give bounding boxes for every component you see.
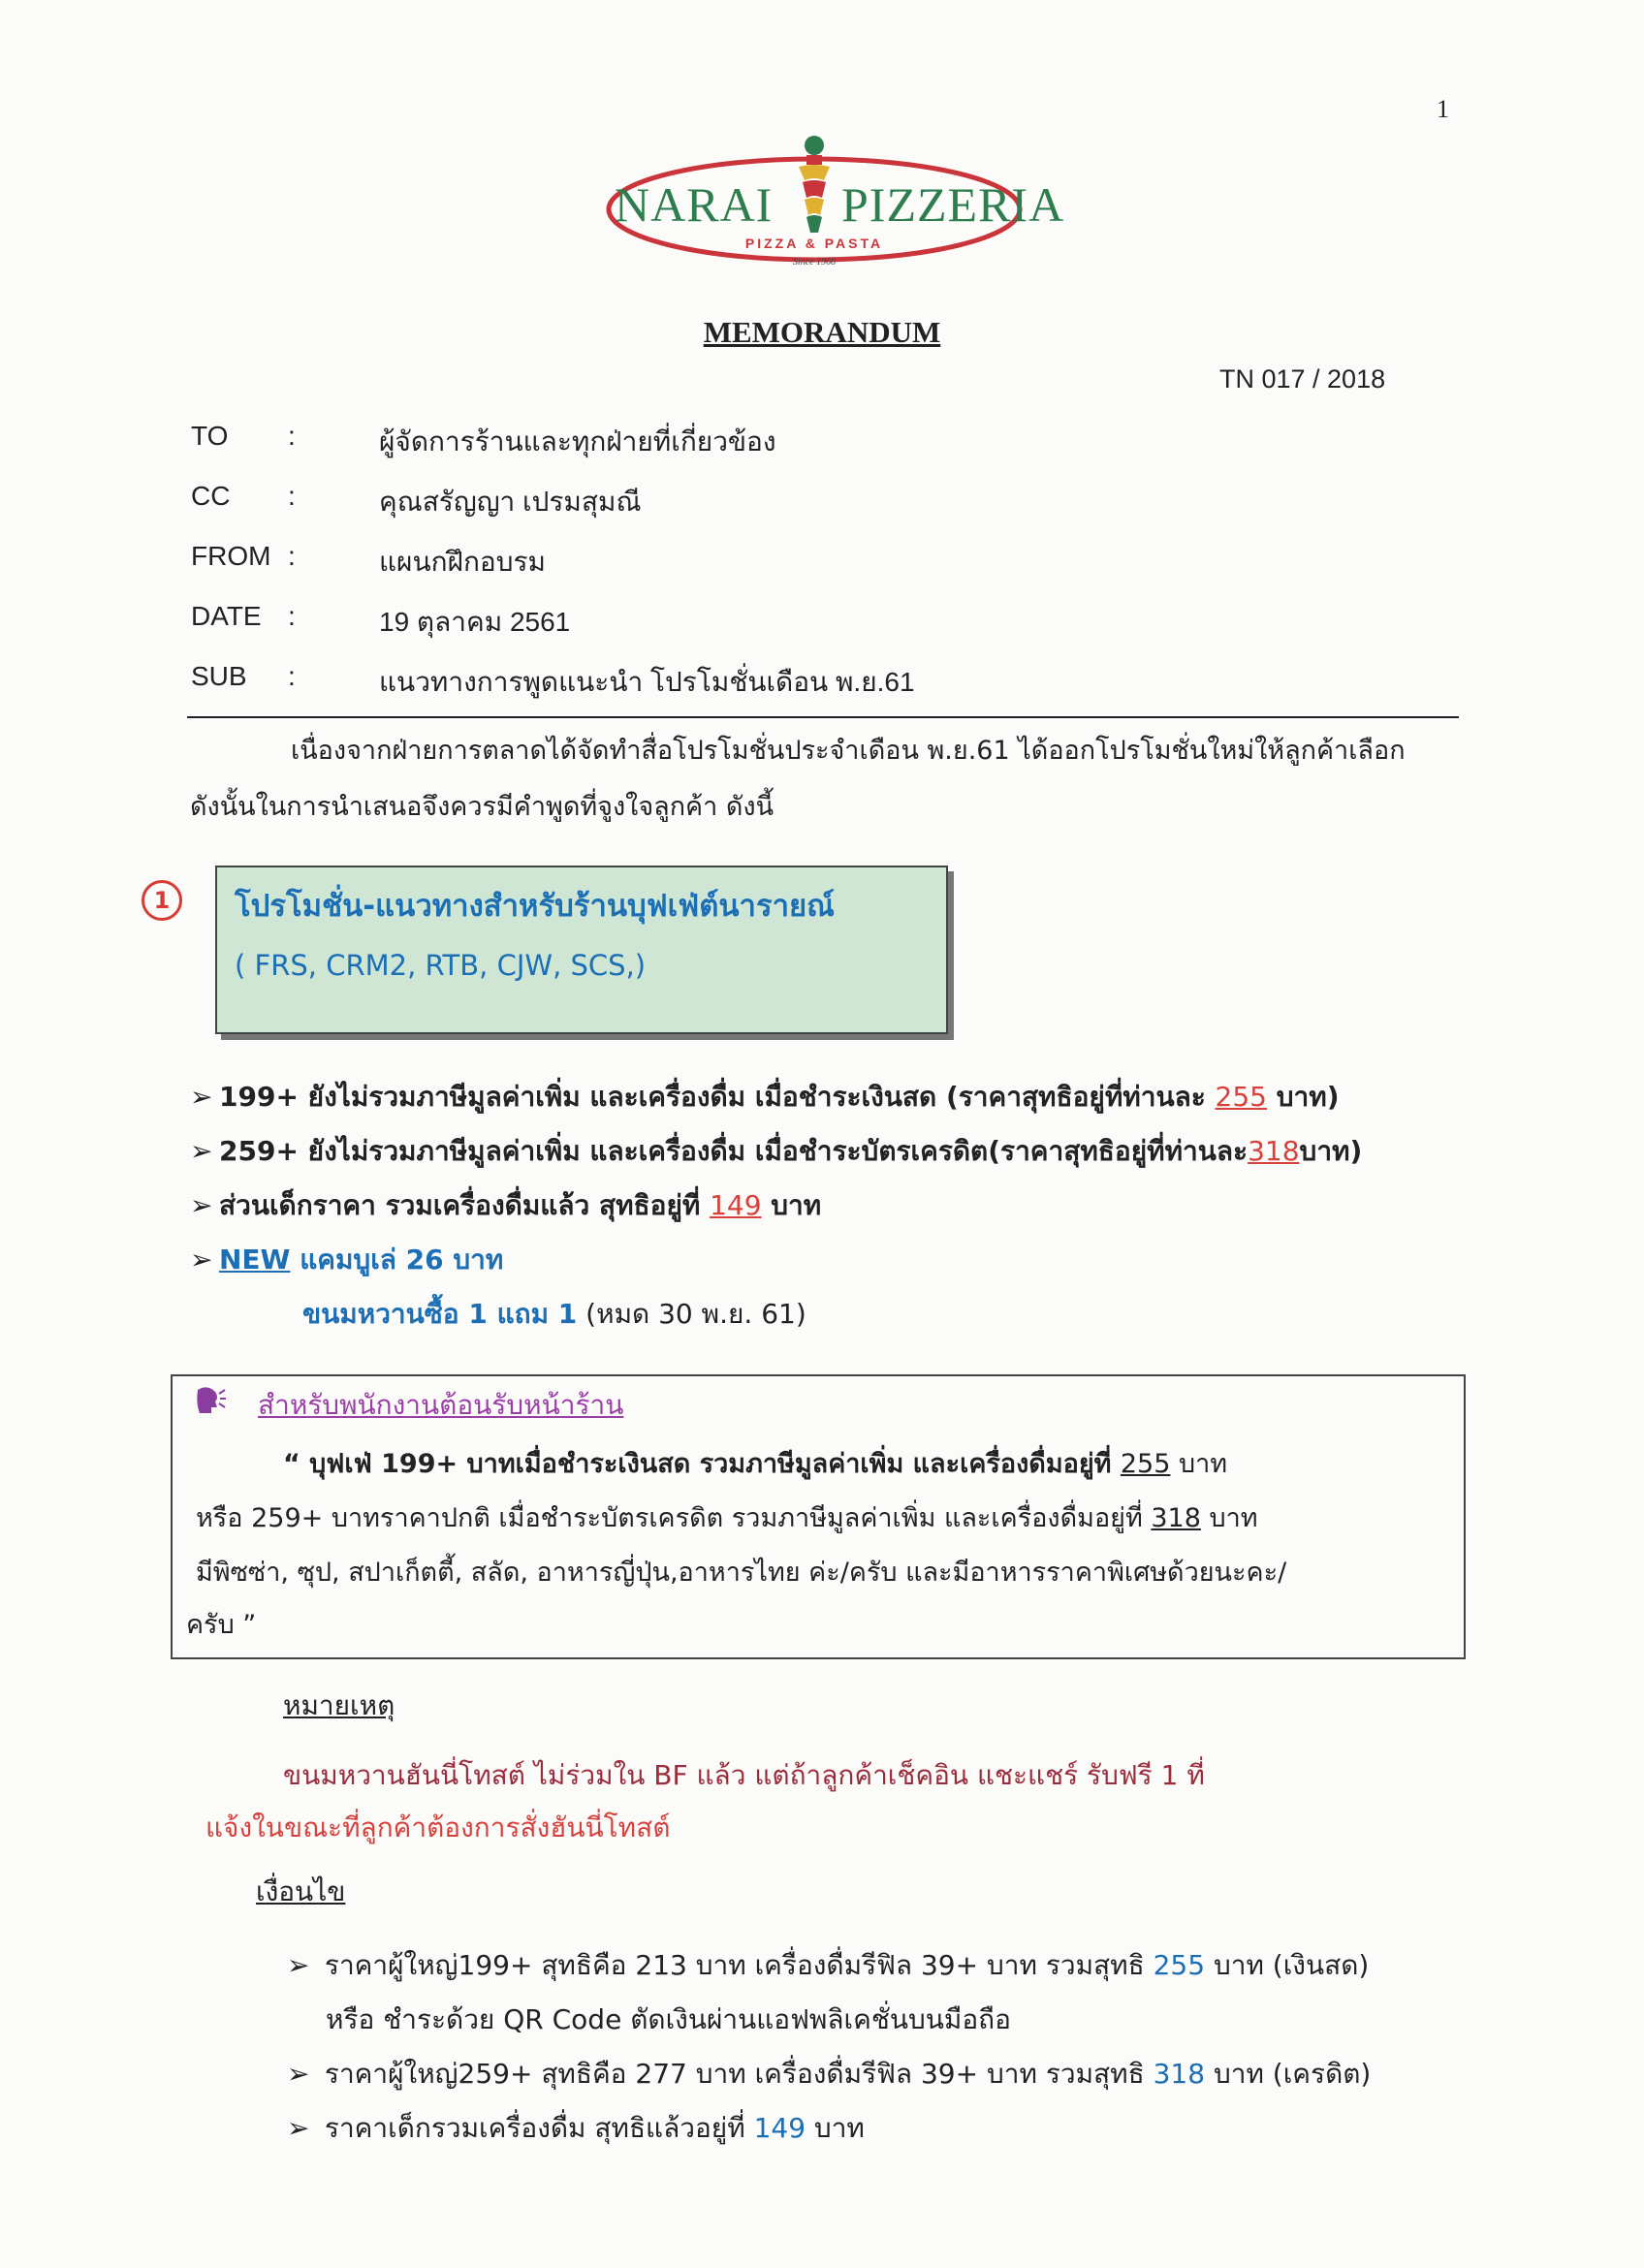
speaking-head-icon [194,1386,227,1415]
staff-amount: 318 [1151,1503,1201,1533]
header-value: 19 ตุลาคม 2561 [379,607,571,637]
section-number-marker: 1 [142,880,182,921]
condition-amount: 318 [1153,2058,1206,2090]
arrow-bullet-icon: ➢ [287,2058,310,2090]
reference-number: TN 017 / 2018 [1219,364,1386,394]
staff-text-end: บาท [1170,1449,1228,1479]
header-row-date [191,601,571,637]
arrow-bullet-icon: ➢ [190,1081,213,1113]
staff-line-3: มีพิซซ่า, ซุป, สปาเก็ตตี้, สลัด, อาหารญี่ปุ่น,อาหารไทย ค่ะ/ครับ และมีอาหารราคาพิเศษด้วยนะคะ/ [196,1558,1287,1588]
promo-bullet-cash [190,1076,1340,1118]
header-row-cc [191,481,642,517]
condition-adult-cash [287,1944,1369,1987]
bullet-end: บาท) [1299,1135,1363,1167]
header-key: CC [191,481,231,511]
bullet-end: บาท [761,1189,822,1221]
promo-box [215,866,948,1034]
arrow-bullet-icon: ➢ [190,1244,213,1276]
condition-adult-credit [287,2053,1371,2095]
staff-line-1 [283,1442,1227,1484]
bullet-amount: 318 [1248,1135,1300,1167]
condition-kids [287,2107,865,2150]
header-colon: : [288,541,296,571]
header-value: ผู้จัดการร้านและทุกฝ่ายที่เกี่ยวข้อง [379,426,776,457]
promo-bullet-dessert [302,1293,806,1336]
promo-bullet-new [190,1239,503,1281]
page-number: 1 [1437,95,1449,123]
arrow-bullet-icon: ➢ [190,1189,213,1221]
condition-text-end: บาท (เครดิต) [1205,2058,1372,2090]
header-row-from [191,541,546,577]
header-colon: : [288,601,296,631]
bullet-amount: 149 [710,1189,762,1221]
header-value: แนวทางการพูดแนะนำ โปรโมชั่นเดือน พ.ย.61 [379,667,915,697]
promo-bullet-credit [190,1130,1362,1173]
staff-script-box [171,1374,1466,1659]
header-colon: : [288,481,296,511]
memo-title: MEMORANDUM [703,315,941,349]
arrow-bullet-icon: ➢ [190,1135,213,1167]
promo-title: โปรโมชั่น-แนวทางสำหรับร้านบุฟเฟ่ต์นารายณ์ [235,889,835,924]
header-key: SUB [191,661,247,691]
note-line-1: ขนมหวานฮันนี่โทสต์ ไม่ร่วมใน BF แล้ว แต่ถ้าลูกค้าเช็คอิน แชะแชร์ รับฟรี 1 ที่ [283,1759,1205,1791]
header-colon: : [288,421,296,451]
condition-text: ราคาเด็กรวมเครื่องดื่ม สุทธิแล้วอยู่ที่ [324,2112,754,2144]
condition-text: ราคาผู้ใหญ่199+ สุทธิคือ 213 บาท เครื่องดื่มรีฟิล 39+ บาท รวมสุทธิ [324,1949,1154,1981]
svg-text:Since 1968: Since 1968 [792,257,837,268]
staff-text: “ บุฟเฟ่ 199+ บาทเมื่อชำระเงินสด รวมภาษีมูลค่าเพิ่ม และเครื่องดื่มอยู่ที่ [283,1449,1121,1479]
new-label: NEW [219,1244,291,1276]
narai-pizzeria-logo [601,124,1065,279]
header-key: DATE [191,601,262,631]
arrow-bullet-icon: ➢ [287,2112,310,2144]
header-value: คุณสรัญญา เปรมสุมณี [379,487,642,517]
chef-icon [799,136,830,233]
staff-text-end: บาท [1200,1503,1258,1533]
intro-line-2: ดังนั้นในการนำเสนอจึงควรมีคำพูดที่จูงใจลูกค้า ดังนี้ [190,792,775,822]
header-key: FROM [191,541,271,571]
header-row-to [191,421,776,457]
promo-branches: ( FRS, CRM2, RTB, CJW, SCS,) [235,949,647,982]
arrow-bullet-icon: ➢ [287,1949,310,1981]
condition-text-end: บาท (เงินสด) [1205,1949,1370,1981]
staff-amount: 255 [1120,1449,1171,1479]
intro-line-1: เนื่องจากฝ่ายการตลาดได้จัดทำสื่อโปรโมชั่นประจำเดือน พ.ย.61 ได้ออกโปรโมชั่นใหม่ให้ลูกค้าเลือก [291,736,1406,766]
promo-bullet-kids [190,1184,821,1227]
bullet-amount: 255 [1215,1081,1267,1113]
staff-line-2 [196,1496,1258,1538]
bullet-end: (หมด 30 พ.ย. 61) [577,1298,806,1330]
bullet-text: 199+ ยังไม่รวมภาษีมูลค่าเพิ่ม และเครื่องดื่ม เมื่อชำระเงินสด (ราคาสุทธิอยู่ที่ท่านละ [219,1081,1216,1113]
bullet-text: 259+ ยังไม่รวมภาษีมูลค่าเพิ่ม และเครื่องดื่ม เมื่อชำระบัตรเครดิต(ราคาสุทธิอยู่ที่ท่านละ [219,1135,1249,1167]
bullet-text: แคมบูเล่ 26 บาท [290,1244,504,1276]
bullet-text: ส่วนเด็กราคา รวมเครื่องดื่มแล้ว สุทธิอยู่ที่ [219,1189,711,1221]
condition-amount: 149 [753,2112,806,2144]
staff-heading: สำหรับพนักงานต้อนรับหน้าร้าน [258,1389,624,1421]
header-value: แผนกฝึกอบรม [379,547,546,577]
svg-text:NARAI: NARAI [615,177,774,232]
staff-line-4: ครับ ” [186,1610,257,1640]
svg-text:PIZZERIA: PIZZERIA [841,177,1065,232]
header-colon: : [288,661,296,691]
condition-text-end: บาท [806,2112,865,2144]
condition-adult-cash-cont: หรือ ชำระด้วย QR Code ตัดเงินผ่านแอฟพลิเคชั่นบนมือถือ [326,2003,1011,2035]
bullet-text: ขนมหวานซื้อ 1 แถม 1 [302,1298,578,1330]
conditions-heading: เงื่อนไข [256,1875,346,1907]
note-line-2: แจ้งในขณะที่ลูกค้าต้องการสั่งฮันนี่โทสต์ [206,1811,671,1843]
header-divider [187,716,1459,718]
svg-text:PIZZA & PASTA: PIZZA & PASTA [744,236,884,251]
condition-amount: 255 [1153,1949,1206,1981]
bullet-end: บาท) [1267,1081,1340,1113]
header-key: TO [191,421,229,451]
note-heading: หมายเหตุ [283,1689,395,1721]
staff-text: หรือ 259+ บาทราคาปกติ เมื่อชำระบัตรเครดิต รวมภาษีมูลค่าเพิ่ม และเครื่องดื่มอยู่ที่ [196,1503,1152,1533]
header-row-sub [191,661,915,697]
condition-text: ราคาผู้ใหญ่259+ สุทธิคือ 277 บาท เครื่องดื่มรีฟิล 39+ บาท รวมสุทธิ [324,2058,1154,2090]
